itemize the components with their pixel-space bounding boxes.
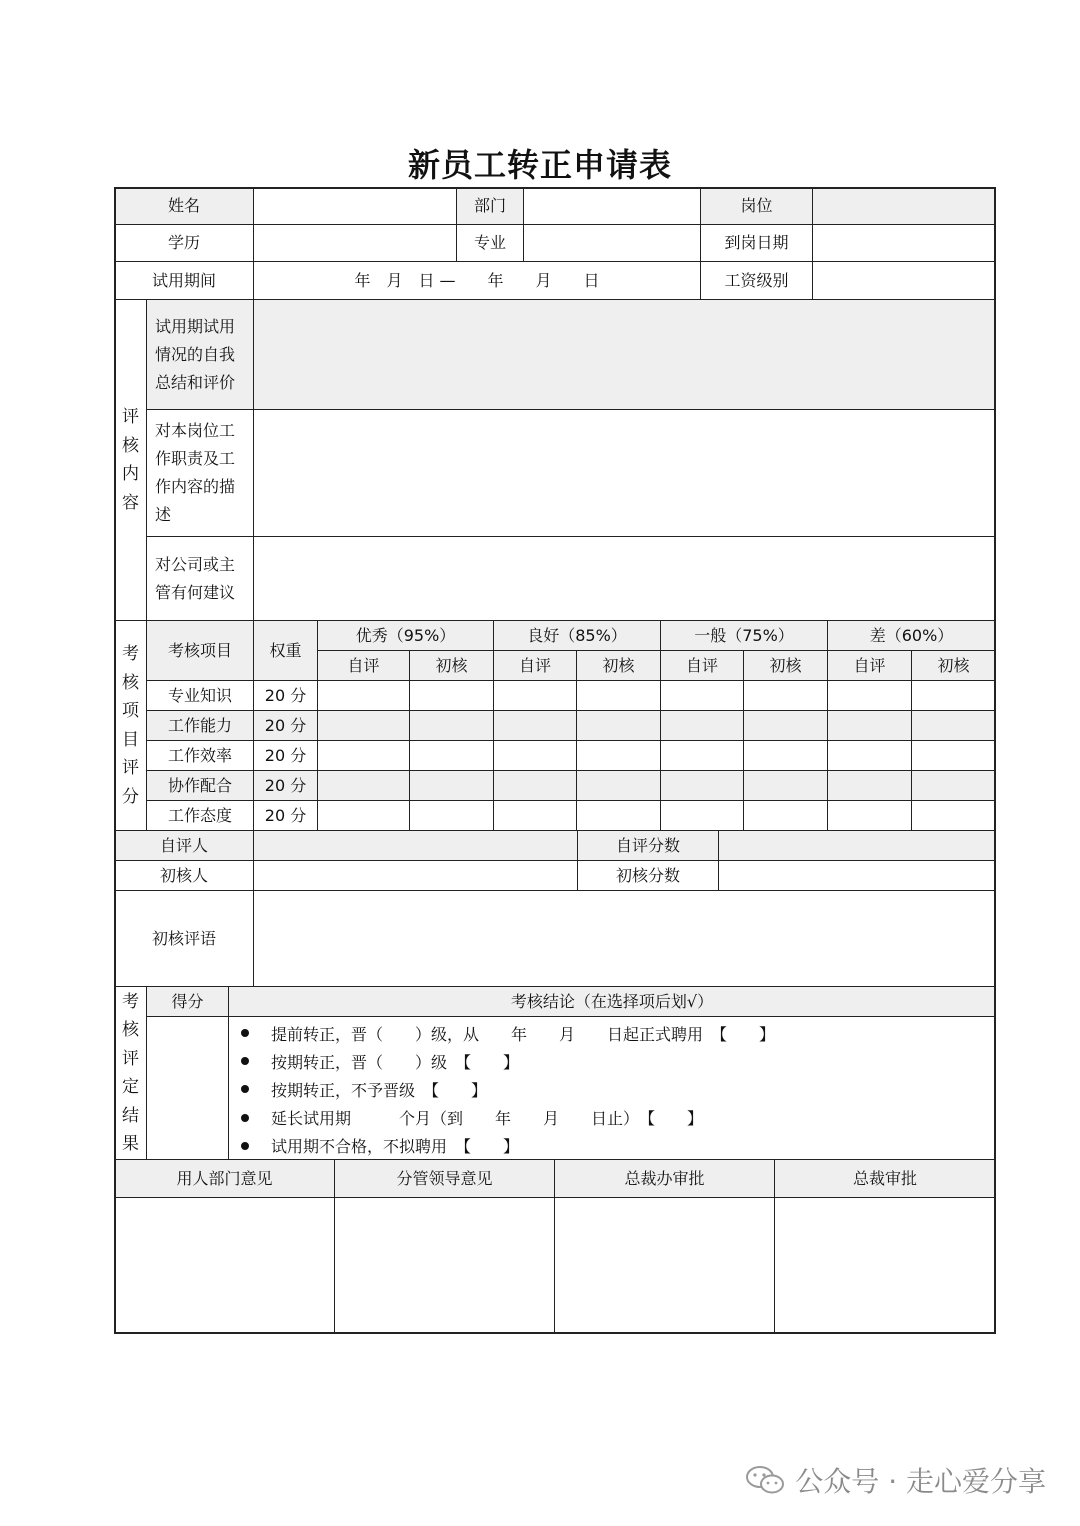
score-cell[interactable] <box>493 710 577 741</box>
conclusion-header: 考核结论（在选择项后划√） <box>228 986 996 1017</box>
review-score-label: 初核分数 <box>577 860 719 891</box>
level-excellent: 优秀（95%） <box>317 620 494 651</box>
post-label: 岗位 <box>700 187 813 225</box>
score-cell[interactable] <box>493 800 577 831</box>
self-eval-header: 自评 <box>493 650 577 681</box>
weight-value: 20 分 <box>253 680 318 711</box>
score-cell[interactable] <box>660 770 744 801</box>
salary-field[interactable] <box>812 261 996 300</box>
score-cell[interactable] <box>911 770 996 801</box>
period-label: 试用期间 <box>114 261 254 300</box>
eval-content-label: 评 核 内 容 <box>114 299 147 621</box>
watermark <box>745 1460 1046 1500</box>
review-header: 初核 <box>743 650 828 681</box>
approval-leader-field[interactable] <box>334 1197 555 1334</box>
level-poor: 差（60%） <box>827 620 996 651</box>
score-cell[interactable] <box>827 710 912 741</box>
score-cell[interactable] <box>576 710 661 741</box>
self-person-label: 自评人 <box>114 830 254 861</box>
level-good: 良好（85%） <box>493 620 661 651</box>
duty-field[interactable] <box>253 409 996 537</box>
conclusion-options <box>228 1016 996 1160</box>
weight-value: 20 分 <box>253 740 318 771</box>
score-header: 得分 <box>146 986 229 1017</box>
arrival-field[interactable] <box>812 224 996 262</box>
suggest-field[interactable] <box>253 536 996 621</box>
approval-dept-field[interactable] <box>114 1197 335 1334</box>
score-cell[interactable] <box>317 680 410 711</box>
option-fail[interactable]: 试用期不合格，不拟聘用 【 】 <box>239 1132 995 1160</box>
approval-office-field[interactable] <box>554 1197 775 1334</box>
arrival-label: 到岗日期 <box>700 224 813 262</box>
self-summary-field[interactable] <box>253 299 996 410</box>
name-label: 姓名 <box>114 187 254 225</box>
score-cell[interactable] <box>317 800 410 831</box>
item-label: 协作配合 <box>146 770 254 801</box>
approval-dept-label: 用人部门意见 <box>114 1159 335 1198</box>
self-summary-label: 试用期试用情况的自我总结和评价 <box>146 299 254 410</box>
result-score-field[interactable] <box>146 1016 229 1160</box>
score-cell[interactable] <box>493 770 577 801</box>
score-cell[interactable] <box>409 740 494 771</box>
score-cell[interactable] <box>660 740 744 771</box>
score-cell[interactable] <box>660 710 744 741</box>
score-cell[interactable] <box>409 800 494 831</box>
score-cell[interactable] <box>409 770 494 801</box>
result-section-label: 考 核 评 定 结 果 <box>114 986 147 1160</box>
reviewer-field[interactable] <box>253 860 578 891</box>
duty-label: 对本岗位工作职责及工作内容的描述 <box>146 409 254 537</box>
score-cell[interactable] <box>660 800 744 831</box>
score-cell[interactable] <box>493 680 577 711</box>
suggest-label: 对公司或主管有何建议 <box>146 536 254 621</box>
bullet-icon <box>241 1029 249 1037</box>
score-cell[interactable] <box>576 800 661 831</box>
bullet-icon <box>241 1142 249 1150</box>
score-cell[interactable] <box>827 770 912 801</box>
weight-value: 20 分 <box>253 770 318 801</box>
score-cell[interactable] <box>743 680 828 711</box>
score-cell[interactable] <box>827 800 912 831</box>
bullet-icon <box>241 1085 249 1093</box>
option-ontime-no-promote[interactable]: 按期转正，不予晋级 【 】 <box>239 1075 995 1103</box>
item-label: 工作态度 <box>146 800 254 831</box>
score-cell[interactable] <box>827 740 912 771</box>
score-cell[interactable] <box>660 680 744 711</box>
weight-value: 20 分 <box>253 800 318 831</box>
application-form <box>114 187 996 1334</box>
score-cell[interactable] <box>576 770 661 801</box>
self-eval-header: 自评 <box>317 650 410 681</box>
self-eval-header: 自评 <box>827 650 912 681</box>
item-header: 考核项目 <box>146 620 254 681</box>
name-field[interactable] <box>253 187 457 225</box>
level-average: 一般（75%） <box>660 620 828 651</box>
score-cell[interactable] <box>317 710 410 741</box>
weight-header: 权重 <box>253 620 318 681</box>
dept-label: 部门 <box>456 187 524 225</box>
comment-label: 初核评语 <box>114 890 254 987</box>
score-cell[interactable] <box>911 800 996 831</box>
dept-field[interactable] <box>523 187 701 225</box>
post-field[interactable] <box>812 187 996 225</box>
score-section-label: 考 核 项 目 评 分 <box>114 620 147 831</box>
edu-field[interactable] <box>253 224 457 262</box>
score-cell[interactable] <box>743 800 828 831</box>
self-score-field[interactable] <box>718 830 996 861</box>
bullet-icon <box>241 1114 249 1122</box>
score-cell[interactable] <box>409 680 494 711</box>
item-label: 工作能力 <box>146 710 254 741</box>
score-cell[interactable] <box>317 770 410 801</box>
reviewer-label: 初核人 <box>114 860 254 891</box>
watermark-text: 公众号 · 走心爱分享 <box>795 1465 1046 1498</box>
option-early[interactable]: 提前转正，晋（ ）级，从 年 月 日起正式聘用 【 】 <box>239 1019 995 1047</box>
score-cell[interactable] <box>911 680 996 711</box>
score-cell[interactable] <box>317 740 410 771</box>
approval-president-label: 总裁审批 <box>774 1159 996 1198</box>
score-cell[interactable] <box>576 740 661 771</box>
score-cell[interactable] <box>409 710 494 741</box>
review-header: 初核 <box>576 650 661 681</box>
item-label: 工作效率 <box>146 740 254 771</box>
item-label: 专业知识 <box>146 680 254 711</box>
self-eval-header: 自评 <box>660 650 744 681</box>
salary-label: 工资级别 <box>700 261 813 300</box>
self-person-field[interactable] <box>253 830 578 861</box>
score-cell[interactable] <box>911 740 996 771</box>
approval-president-field[interactable] <box>774 1197 996 1334</box>
approval-office-label: 总裁办审批 <box>554 1159 775 1198</box>
self-score-label: 自评分数 <box>577 830 719 861</box>
comment-field[interactable] <box>253 890 996 987</box>
score-cell[interactable] <box>911 710 996 741</box>
score-cell[interactable] <box>743 770 828 801</box>
page-title: 新员工转正申请表 <box>407 146 672 184</box>
approval-leader-label: 分管领导意见 <box>334 1159 555 1198</box>
option-extend[interactable]: 延长试用期 个月（到 年 月 日止） 【 】 <box>239 1104 995 1132</box>
major-label: 专业 <box>456 224 524 262</box>
review-header: 初核 <box>911 650 996 681</box>
review-header: 初核 <box>409 650 494 681</box>
wechat-icon <box>745 1465 785 1495</box>
period-field[interactable]: 年 月 日 — 年 月 日 <box>253 261 701 300</box>
score-cell[interactable] <box>743 740 828 771</box>
weight-value: 20 分 <box>253 710 318 741</box>
review-score-field[interactable] <box>718 860 996 891</box>
score-cell[interactable] <box>827 680 912 711</box>
score-cell[interactable] <box>743 710 828 741</box>
major-field[interactable] <box>523 224 701 262</box>
option-ontime-promote[interactable]: 按期转正，晋（ ）级 【 】 <box>239 1047 995 1075</box>
bullet-icon <box>241 1057 249 1065</box>
edu-label: 学历 <box>114 224 254 262</box>
score-cell[interactable] <box>493 740 577 771</box>
score-cell[interactable] <box>576 680 661 711</box>
